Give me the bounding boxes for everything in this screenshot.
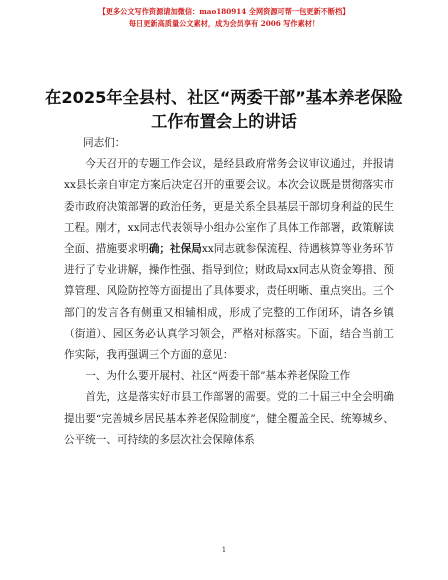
paragraph-1-part-b: xx同志就参保流程、待遇核算等业务环节进行了专业讲解，操作性强、指导到位；财政局xx同志从资金筹措、预算管理、风险防控等方面提出了具体要求，责任明晰、重点突出。三个部门的发言各有侧重又相辅相成，形成了完整的工作闭环，请各乡镇（街道）、园区务必认真学习领会，严格对标落实。下面，结合当前工作实际，我再强调三个方面的意见： — [64, 243, 395, 362]
paragraph-1-part-a: 今天召开的专题工作会议，是经县政府常务会议审议通过，并报请xx县长亲自审定方案后决定召开的重要会议。本次会议既是贯彻落实市委市政府决策部署的政治任务，更是关系全县基层干部切身利益的民生工程。刚才，xx同志代表领导小组办公室作了具体工作部署，政策解读全面、措施要求明 — [64, 158, 394, 256]
paragraph-1 — [64, 154, 394, 366]
document-title: 在2025年全县村、社区“两委干部”基本养老保险工作布置会上的讲话 — [45, 88, 403, 131]
section-heading-1: 一、为什么要开展村、社区“两委干部”基本养老保险工作 — [85, 370, 351, 383]
header-banner — [0, 6, 448, 30]
document-body — [64, 133, 394, 451]
banner-line-1: 【更多公文写作资源请加微信：mao180914 全网资源可帮一包更新不断档】 — [98, 7, 350, 16]
page-number: 1 — [221, 546, 227, 554]
banner-line-2: 每日更新高质量公文素材，成为会员享有 2006 写作素材！ — [128, 19, 320, 28]
paragraph-1-bold: 确；社保局 — [148, 243, 202, 256]
salutation: 同志们： — [83, 137, 126, 149]
paragraph-2: 首先，这是落实好市县工作部署的需要。党的二十届三中全会明确提出要“完善城乡居民基本养老保险制度”，健全覆盖全民、统筹城乡、公平统一、可持续的多层次社会保障体系 — [64, 391, 394, 446]
